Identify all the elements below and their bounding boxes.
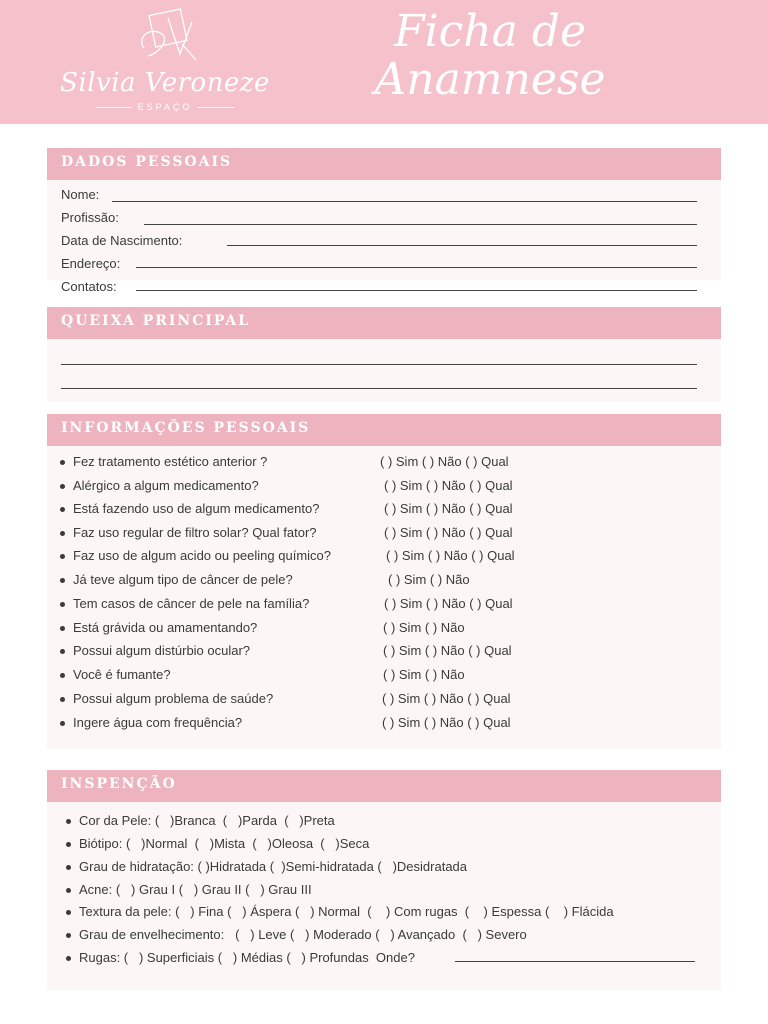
monogram-logo-icon <box>132 8 202 66</box>
question-options[interactable]: ( ) Sim ( ) Não ( ) Qual <box>384 501 513 516</box>
brand-name: Silvia Veroneze <box>60 68 270 98</box>
inspection-item[interactable] <box>66 927 527 942</box>
bullet-icon <box>66 842 71 847</box>
inspection-text: Rugas: ( ) Superficiais ( ) Médias ( ) Profundas Onde? <box>79 950 415 965</box>
inspection-text: Grau de hidratação: ( )Hidratada ( )Semi-hidratada ( )Desidratada <box>79 859 468 874</box>
bullet-icon <box>60 578 65 583</box>
bullet-icon <box>60 626 65 631</box>
bullet-icon <box>66 888 71 893</box>
brand-subtitle: ESPAÇO <box>60 102 270 112</box>
question-text: Fez tratamento estético anterior ? <box>73 454 268 469</box>
bullet-icon <box>60 507 65 512</box>
question-text: Você é fumante? <box>73 667 171 682</box>
question-text: Faz uso de algum acido ou peeling químico? <box>73 548 331 563</box>
profissao-field[interactable] <box>144 224 697 225</box>
inspection-item[interactable] <box>66 950 415 965</box>
inspection-text: Textura da pele: ( ) Fina ( ) Áspera ( ) Normal ( ) Com rugas ( ) Espessa ( ) Flácida <box>79 904 614 919</box>
brand-logo <box>60 8 270 120</box>
dados-pessoais-header <box>47 148 721 180</box>
question-options[interactable]: ( ) Sim ( ) Não <box>388 572 470 587</box>
inspection-item[interactable] <box>66 882 312 897</box>
question-options[interactable]: ( ) Sim ( ) Não <box>383 620 465 635</box>
bullet-icon <box>60 721 65 726</box>
question-text: Alérgico a algum medicamento? <box>73 478 259 493</box>
question-item <box>60 596 309 611</box>
queixa-header <box>47 307 721 339</box>
rugas-onde-field[interactable] <box>455 961 695 962</box>
question-text: Possui algum problema de saúde? <box>73 691 274 706</box>
data-nascimento-field[interactable] <box>227 245 697 246</box>
queixa-line-2[interactable] <box>61 388 697 389</box>
question-item <box>60 572 293 587</box>
question-options[interactable]: ( ) Sim ( ) Não <box>383 667 465 682</box>
bullet-icon <box>60 602 65 607</box>
contatos-label: Contatos: <box>61 279 117 294</box>
inspection-text: Grau de envelhecimento: ( ) Leve ( ) Moderado ( ) Avançado ( ) Severo <box>79 927 527 942</box>
inspection-text: Acne: ( ) Grau I ( ) Grau II ( ) Grau III <box>79 882 312 897</box>
question-options[interactable]: ( ) Sim ( ) Não ( ) Qual <box>382 715 511 730</box>
header-banner <box>0 0 768 124</box>
nome-label: Nome: <box>61 187 100 202</box>
profissao-label: Profissão: <box>61 210 119 225</box>
bullet-icon <box>60 554 65 559</box>
question-options[interactable]: ( ) Sim ( ) Não ( ) Qual <box>383 643 512 658</box>
question-text: Está grávida ou amamentando? <box>73 620 258 635</box>
question-item <box>60 620 257 635</box>
inspection-item[interactable] <box>66 904 614 919</box>
bullet-icon <box>60 649 65 654</box>
data-nascimento-label: Data de Nascimento: <box>61 233 183 248</box>
queixa-card <box>47 339 721 402</box>
inspection-item[interactable] <box>66 859 467 874</box>
nome-field[interactable] <box>112 201 697 202</box>
bullet-icon <box>66 956 71 961</box>
bullet-icon <box>66 865 71 870</box>
bullet-icon <box>66 910 71 915</box>
inspection-item[interactable] <box>66 836 369 851</box>
question-text: Possui algum distúrbio ocular? <box>73 643 251 658</box>
section-title: INFORMAÇÕES PESSOAIS <box>61 420 311 436</box>
question-options[interactable]: ( ) Sim ( ) Não ( ) Qual <box>386 548 515 563</box>
contatos-field[interactable] <box>136 290 697 291</box>
page-title <box>360 8 620 104</box>
question-item <box>60 454 267 469</box>
bullet-icon <box>60 697 65 702</box>
question-item <box>60 691 273 706</box>
question-text: Já teve algum tipo de câncer de pele? <box>73 572 293 587</box>
inspencao-header <box>47 770 721 802</box>
bullet-icon <box>66 819 71 824</box>
question-options[interactable]: ( ) Sim ( ) Não ( ) Qual <box>384 478 513 493</box>
question-item <box>60 478 259 493</box>
bullet-icon <box>60 484 65 489</box>
question-text: Está fazendo uso de algum medicamento? <box>73 501 320 516</box>
section-title: DADOS PESSOAIS <box>61 154 233 170</box>
title-line-2: Anamnese <box>374 54 606 105</box>
title-line-1: Ficha de <box>393 6 586 57</box>
question-text: Tem casos de câncer de pele na família? <box>73 596 310 611</box>
question-item <box>60 525 317 540</box>
question-options[interactable]: ( ) Sim ( ) Não ( ) Qual <box>384 596 513 611</box>
bullet-icon <box>60 531 65 536</box>
queixa-line-1[interactable] <box>61 364 697 365</box>
inspection-item[interactable] <box>66 813 335 828</box>
question-options[interactable]: ( ) Sim ( ) Não ( ) Qual <box>380 454 509 469</box>
question-item <box>60 643 250 658</box>
bullet-icon <box>60 673 65 678</box>
question-text: Faz uso regular de filtro solar? Qual fator? <box>73 525 317 540</box>
question-item <box>60 501 319 516</box>
question-text: Ingere água com frequência? <box>73 715 243 730</box>
section-title: QUEIXA PRINCIPAL <box>61 313 251 329</box>
endereco-field[interactable] <box>136 267 697 268</box>
bullet-icon <box>66 933 71 938</box>
inspection-text: Biótipo: ( )Normal ( )Mista ( )Oleosa ( )Seca <box>79 836 370 851</box>
question-item <box>60 715 242 730</box>
section-title: INSPENÇÃO <box>61 776 177 792</box>
inspection-text: Cor da Pele: ( )Branca ( )Parda ( )Preta <box>79 813 335 828</box>
informacoes-header <box>47 414 721 446</box>
dados-pessoais-card <box>47 180 721 280</box>
question-options[interactable]: ( ) Sim ( ) Não ( ) Qual <box>384 525 513 540</box>
question-options[interactable]: ( ) Sim ( ) Não ( ) Qual <box>382 691 511 706</box>
question-item <box>60 667 171 682</box>
endereco-label: Endereço: <box>61 256 121 271</box>
bullet-icon <box>60 460 65 465</box>
question-item <box>60 548 331 563</box>
